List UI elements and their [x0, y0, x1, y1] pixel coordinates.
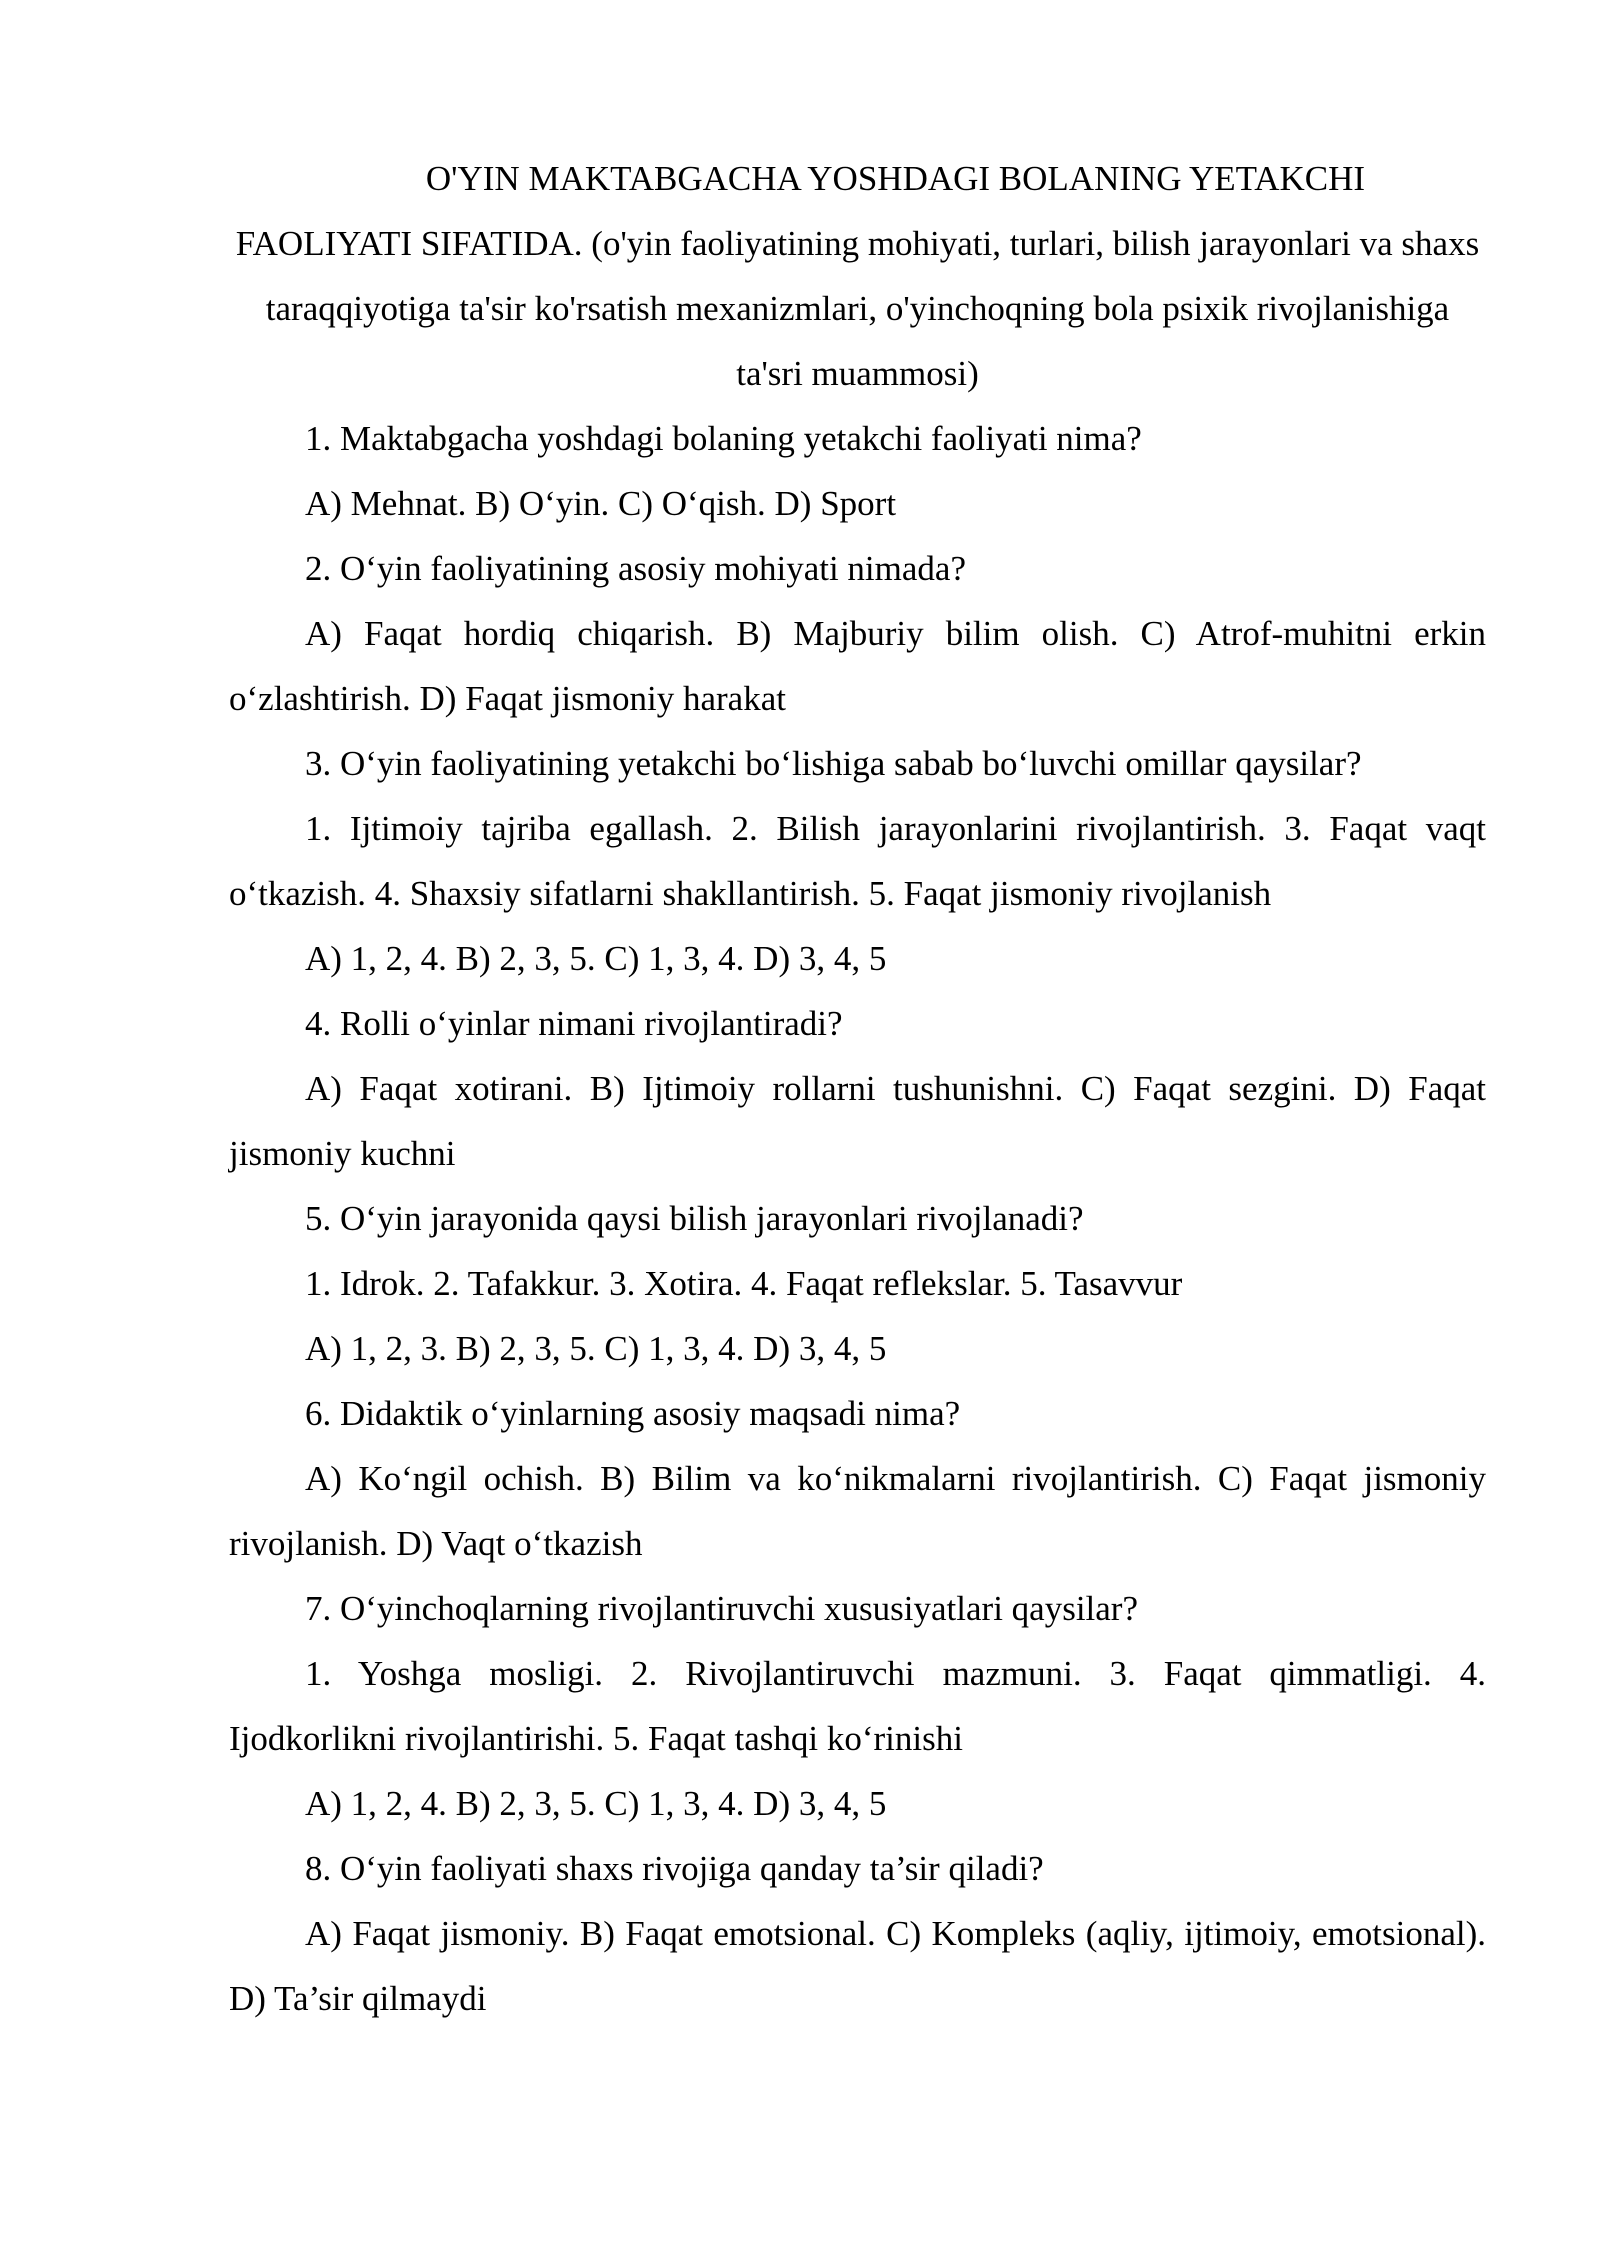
- answer-options-1: A) Mehnat. B) O‘yin. C) O‘qish. D) Sport: [305, 484, 897, 523]
- question-2: 2. O‘yin faoliyatining asosiy mohiyati nimada?: [305, 549, 966, 588]
- statement-list-5: 1. Idrok. 2. Tafakkur. 3. Xotira. 4. Faqat reflekslar. 5. Tasavvur: [305, 1264, 1183, 1303]
- question-5: 5. O‘yin jarayonida qaysi bilish jarayonlari rivojlanadi?: [305, 1199, 1084, 1238]
- statement-list-7: 1. Yoshga mosligi. 2. Rivojlantiruvchi mazmuni. 3. Faqat qimmatligi. 4. Ijodkorlikni rivojlantirishi. 5. Faqat tashqi ko‘rinishi: [229, 1654, 1486, 1758]
- question-8: 8. O‘yin faoliyati shaxs rivojiga qanday ta’sir qiladi?: [305, 1849, 1044, 1888]
- question-4: 4. Rolli o‘yinlar nimani rivojlantiradi?: [305, 1004, 843, 1043]
- answer-options-6: A) Ko‘ngil ochish. B) Bilim va ko‘nikmalarni rivojlantirish. C) Faqat jismoniy rivojlanish. D) Vaqt o‘tkazish: [229, 1459, 1486, 1563]
- document-page: [229, 146, 1486, 2031]
- question-7: 7. O‘yinchoqlarning rivojlantiruvchi xususiyatlari qaysilar?: [305, 1589, 1138, 1628]
- question-3: 3. O‘yin faoliyatining yetakchi bo‘lishiga sabab bo‘luvchi omillar qaysilar?: [305, 744, 1362, 783]
- question-1: 1. Maktabgacha yoshdagi bolaning yetakchi faoliyati nima?: [305, 419, 1142, 458]
- answer-options-5: A) 1, 2, 3. B) 2, 3, 5. C) 1, 3, 4. D) 3, 4, 5: [305, 1329, 887, 1368]
- answer-options-3: A) 1, 2, 4. B) 2, 3, 5. C) 1, 3, 4. D) 3, 4, 5: [305, 939, 887, 978]
- answer-options-2: A) Faqat hordiq chiqarish. B) Majburiy bilim olish. C) Atrof-muhitni erkin o‘zlashtirish. D) Faqat jismoniy harakat: [229, 614, 1486, 718]
- document-title-line1: O'YIN MAKTABGACHA YOSHDAGI BOLANING YETAKCHI: [425, 159, 1366, 198]
- document-title-subtitle: FAOLIYATI SIFATIDA. (o'yin faoliyatining mohiyati, turlari, bilish jarayonlari va shaxs taraqqiyotiga ta'sir ko'rsatish mexanizmlari, o'yinchoqning bola psixik rivojlanishiga ta'sri muammosi): [235, 224, 1480, 393]
- answer-options-7: A) 1, 2, 4. B) 2, 3, 5. C) 1, 3, 4. D) 3, 4, 5: [305, 1784, 887, 1823]
- answer-options-8: A) Faqat jismoniy. B) Faqat emotsional. C) Kompleks (aqliy, ijtimoiy, emotsional). D) Ta’sir qilmaydi: [229, 1914, 1486, 2018]
- statement-list-3: 1. Ijtimoiy tajriba egallash. 2. Bilish jarayonlarini rivojlantirish. 3. Faqat vaqt o‘tkazish. 4. Shaxsiy sifatlarni shakllantirish. 5. Faqat jismoniy rivojlanish: [229, 809, 1486, 913]
- answer-options-4: A) Faqat xotirani. B) Ijtimoiy rollarni tushunishni. C) Faqat sezgini. D) Faqat jismoniy kuchni: [229, 1069, 1486, 1173]
- question-6: 6. Didaktik o‘yinlarning asosiy maqsadi nima?: [305, 1394, 961, 1433]
